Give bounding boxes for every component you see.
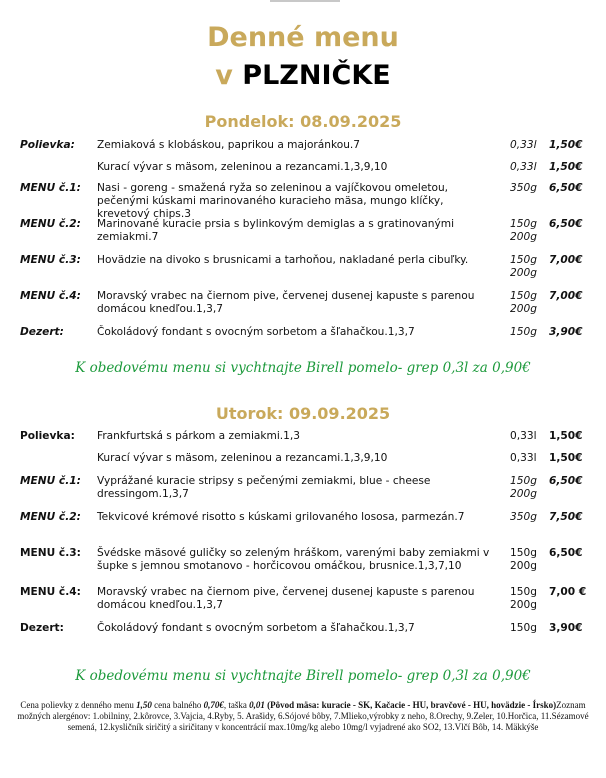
row-price: 1,50€ xyxy=(549,161,583,173)
row-weight: 0,33l xyxy=(510,161,537,173)
row-label: MENU č.2: xyxy=(20,511,81,523)
row-desc: Kurací vývar s mäsom, zeleninou a rezancami.1,3,9,10 xyxy=(97,452,388,464)
box-price: 0,70€ xyxy=(203,700,224,710)
row-label: MENU č.1: xyxy=(20,182,81,194)
row-price: 7,00€ xyxy=(549,254,583,266)
row-weight: 0,33l xyxy=(510,452,537,464)
promo-text: K obedovému menu si vychtnajte Birell pomelo- grep 0,3l za 0,90€ xyxy=(75,360,531,376)
row-desc: Frankfurtská s párkom a zemiakmi.1,3 xyxy=(97,430,300,442)
row-price: 3,90€ xyxy=(549,326,583,338)
footer-note xyxy=(14,700,592,733)
row-label: MENU č.2: xyxy=(20,218,81,230)
row-label: MENU č.1: xyxy=(20,475,81,487)
row-weight: 0,33l xyxy=(510,139,537,151)
row-label: Dezert: xyxy=(20,326,64,338)
row-weight: 150g 200g xyxy=(510,218,537,243)
row-weight: 150g 200g xyxy=(510,586,537,611)
row-label: Dezert: xyxy=(20,622,64,634)
day-heading-tuesday: Utorok: 09.09.2025 xyxy=(215,404,391,423)
row-price: 1,50€ xyxy=(549,430,583,442)
footer-text: , taška xyxy=(223,700,250,710)
row-weight: 350g xyxy=(510,182,537,194)
row-price: 7,00€ xyxy=(549,290,583,302)
row-weight: 150g xyxy=(510,326,537,338)
row-weight: 350g xyxy=(510,511,537,523)
footer-text: Cena polievky z denného menu xyxy=(20,700,137,710)
row-weight: 150g 200g xyxy=(510,547,537,572)
title-v: v xyxy=(215,60,233,91)
row-desc: Švédske mäsové guličky so zeleným hráškom, varenými baby zemiakmi v šupke s jemnou smotanovo - horčicovou omáčkou, brusnice.1,3,7,10 xyxy=(97,547,490,572)
row-weight: 150g 200g xyxy=(510,475,537,500)
row-label: Polievka: xyxy=(20,139,75,151)
allergen-list: Zoznam možných alergénov: 1.obilniny, 2.kôrovce, 3.Vajcia, 4.Ryby, 5. Arašidy, 6.Sójové bôby, 7.Mlieko,výrobky z neho, 8.Orechy, 9.Zeler, 10.Horčica, 11.Sézamové semená, 12.kysličník siričitý a siričitany v koncentrácií max.10mg/kg alebo 10mg/l vyjadrené ako SO2, 13.Vlčí Bôb, 14. Mäkkýše xyxy=(17,700,589,732)
row-desc: Vyprážané kuracie stripsy s pečenými zemiakmi, blue - cheese dressingom.1,3,7 xyxy=(97,475,431,500)
row-price: 1,50€ xyxy=(549,139,583,151)
row-weight: 150g 200g xyxy=(510,290,537,315)
row-label: MENU č.3: xyxy=(20,254,81,266)
meat-origin: (Pôvod mäsa: kuracie - SK, Kačacie - HU, bravčové - HU, hovädzie - Írsko) xyxy=(264,700,557,710)
row-label: MENU č.4: xyxy=(20,290,81,302)
row-price: 6,50€ xyxy=(549,182,583,194)
row-price: 3,90€ xyxy=(549,622,583,634)
row-weight: 150g 200g xyxy=(510,254,537,279)
row-label: Polievka: xyxy=(20,430,75,442)
row-weight: 150g xyxy=(510,622,537,634)
promo-text: K obedovému menu si vychtnajte Birell pomelo- grep 0,3l za 0,90€ xyxy=(75,668,531,684)
row-desc: Čokoládový fondant s ovocným sorbetom a šľahačkou.1,3,7 xyxy=(97,622,415,634)
row-desc: Zemiaková s klobáskou, paprikou a majoránkou.7 xyxy=(97,139,361,151)
row-price: 7,00 € xyxy=(549,586,587,598)
bag-price: 0,01 xyxy=(249,700,265,710)
day-heading-monday: Pondelok: 08.09.2025 xyxy=(204,112,402,131)
row-weight: 0,33l xyxy=(510,430,537,442)
menu-subtitle xyxy=(0,60,606,91)
row-price: 7,50€ xyxy=(549,511,583,523)
top-divider xyxy=(270,0,340,2)
footer-text: cena balného xyxy=(151,700,204,710)
row-desc: Moravský vrabec na čiernom pive, červenej dusenej kapuste s parenou domácou knedľou.1,3,7 xyxy=(97,290,475,315)
title-place: PLZNIČKE xyxy=(242,60,391,91)
row-desc: Marinované kuracie prsia s bylinkovým demiglas a s gratinovanými zemiakmi.7 xyxy=(97,218,455,243)
row-label: MENU č.4: xyxy=(20,586,81,598)
row-price: 6,50€ xyxy=(549,218,583,230)
soup-price: 1,50 xyxy=(136,700,152,710)
row-price: 6,50€ xyxy=(549,547,583,559)
row-label: MENU č.3: xyxy=(20,547,81,559)
row-desc: Nasi - goreng - smažená ryža so zeleninou a vajíčkovou omeletou, pečenými kúskami marinovaného kuracieho mäsa, mungo klíčky, krevetový chips.3 xyxy=(97,182,449,220)
row-desc: Kurací vývar s mäsom, zeleninou a rezancami.1,3,9,10 xyxy=(97,161,388,173)
row-price: 6,50€ xyxy=(549,475,583,487)
row-desc: Tekvicové krémové risotto s kúskami grilovaného lososa, parmezán.7 xyxy=(97,511,465,523)
row-price: 1,50€ xyxy=(549,452,583,464)
row-desc: Moravský vrabec na čiernom pive, červenej dusenej kapuste s parenou domácou knedľou.1,3,7 xyxy=(97,586,475,611)
row-desc: Čokoládový fondant s ovocným sorbetom a šľahačkou.1,3,7 xyxy=(97,326,415,338)
row-desc: Hovädzie na divoko s brusnicami a tarhoňou, nakladané perla cibuľky. xyxy=(97,254,469,266)
menu-title: Denné menu xyxy=(207,22,399,53)
